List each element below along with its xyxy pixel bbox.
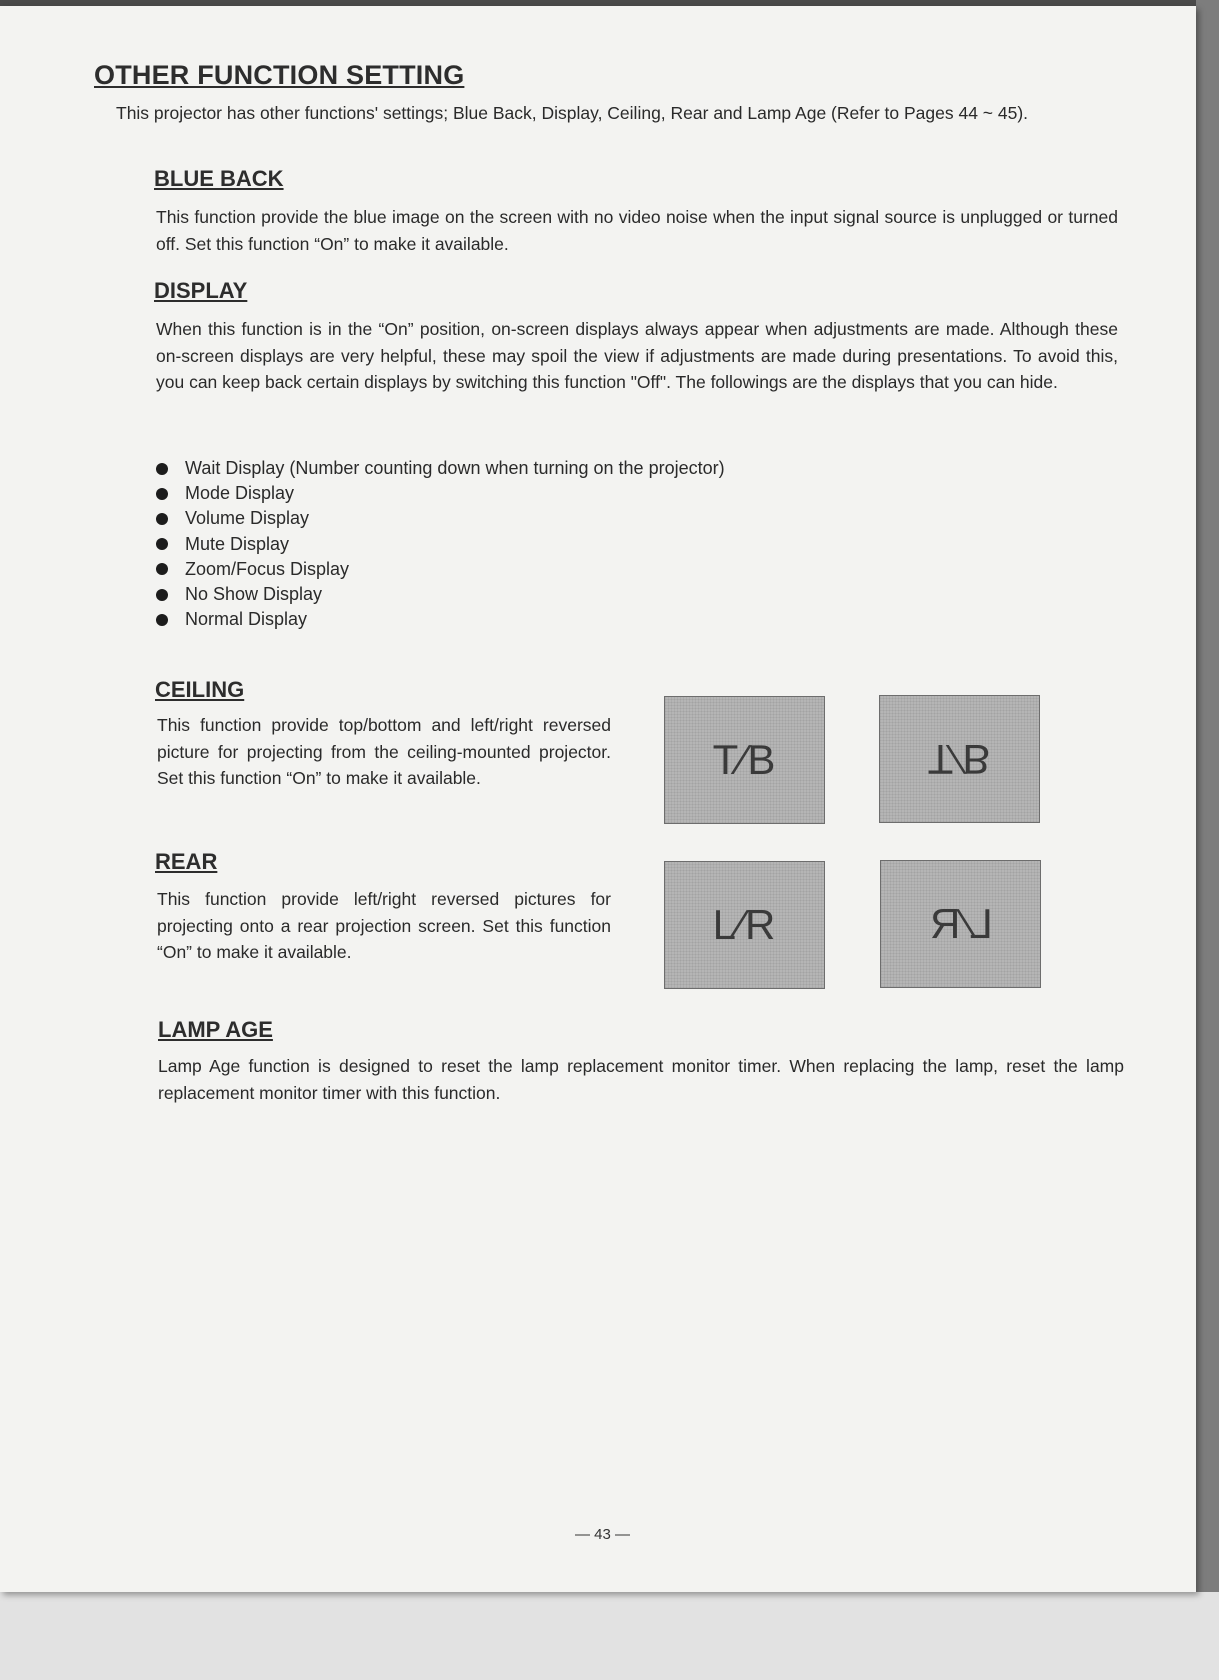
list-item: Zoom/Focus Display xyxy=(156,557,725,582)
list-item: Normal Display xyxy=(156,607,725,632)
bullet-icon xyxy=(156,538,168,550)
display-heading: DISPLAY xyxy=(154,278,248,303)
bullet-icon xyxy=(156,589,168,601)
rear-text: This function provide left/right reversed pictures for projecting onto a rear projection screen. Set this function “On” to make it available. xyxy=(157,889,611,962)
bullet-icon xyxy=(156,488,168,500)
scan-background-bottom xyxy=(0,1592,1219,1680)
list-item: Mute Display xyxy=(156,532,725,557)
right-edge-shadow xyxy=(1196,0,1219,1600)
left-right-reversed-image: L∕R xyxy=(880,860,1041,988)
ceiling-heading: CEILING xyxy=(155,677,245,702)
bullet-icon xyxy=(156,463,168,475)
list-item: Wait Display (Number counting down when turning on the projector) xyxy=(156,456,725,481)
ceiling-text: This function provide top/bottom and left/right reversed picture for projecting from the ceiling-mounted projector. Set this function “On” to make it available. xyxy=(157,715,611,788)
page-number: — 43 — xyxy=(575,1526,631,1543)
top-bottom-normal-image: T∕B xyxy=(664,696,825,824)
left-right-normal-image: L∕R xyxy=(664,861,825,989)
page-title: OTHER FUNCTION SETTING xyxy=(94,60,465,90)
top-bottom-reversed-image: T∕B xyxy=(879,695,1040,823)
bullet-icon xyxy=(156,513,168,525)
intro-paragraph: This projector has other functions' settings; Blue Back, Display, Ceiling, Rear and Lamp Age (Refer to Pages 44 ~ 45). xyxy=(116,103,1029,123)
manual-page xyxy=(0,6,1196,1592)
bullet-icon xyxy=(156,563,168,575)
hideable-displays-list xyxy=(156,456,725,632)
lamp-age-text: Lamp Age function is designed to reset the lamp replacement monitor timer. When replacing the lamp, reset the lamp replacement monitor timer with this function. xyxy=(158,1056,1124,1103)
blue-back-text: This function provide the blue image on the screen with no video noise when the input signal source is unplugged or turned off. Set this function “On” to make it available. xyxy=(156,207,1118,254)
list-item: No Show Display xyxy=(156,582,725,607)
list-item: Mode Display xyxy=(156,481,725,506)
blue-back-heading: BLUE BACK xyxy=(154,166,284,191)
display-text: When this function is in the “On” position, on-screen displays always appear when adjustments are made. Although these on-screen displays are very helpful, these may spoil the view if adjustments are made during presentations. To avoid this, you can keep back certain displays by switching this function "Off". The followings are the displays that you can hide. xyxy=(156,319,1118,392)
bullet-icon xyxy=(156,614,168,626)
list-item: Volume Display xyxy=(156,506,725,531)
lamp-age-heading: LAMP AGE xyxy=(158,1017,273,1042)
rear-heading: REAR xyxy=(155,849,218,874)
